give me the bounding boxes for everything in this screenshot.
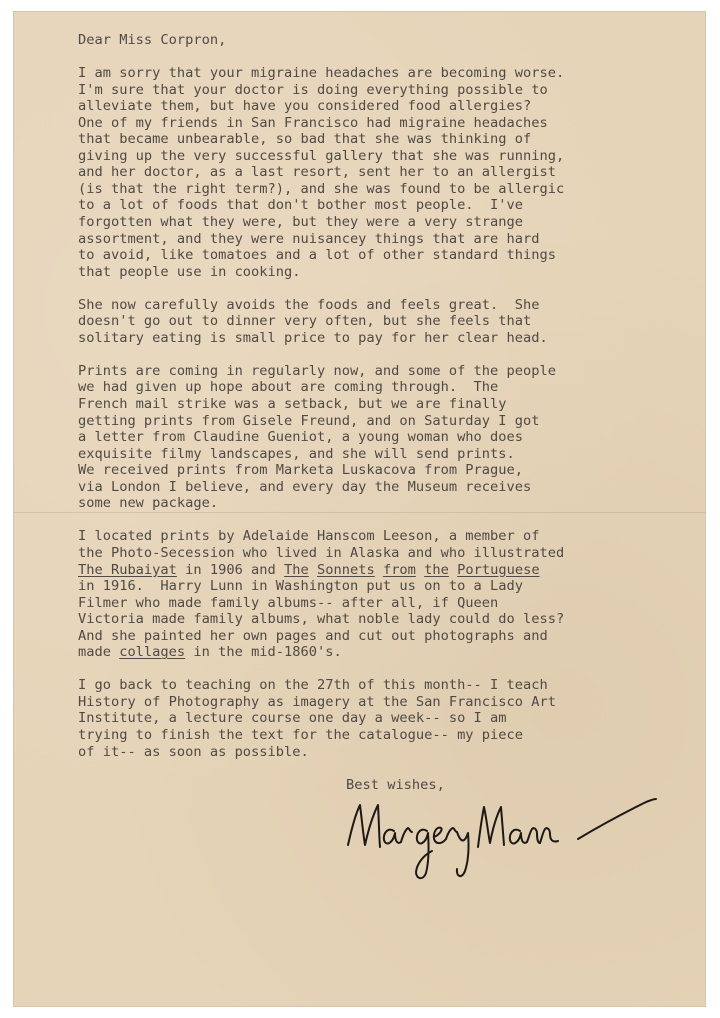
text-line: French mail strike was a setback, but we are finally [78,396,507,413]
underlined-word: Sonnets [317,561,375,578]
text-line: that became unbearable, so bad that she was thinking of [78,131,532,148]
text-line: Institute, a lecture course one day a week-- so I am [78,710,507,727]
text-line: giving up the very successful gallery that she was running, [78,147,565,164]
text-line: Victoria made family albums, what noble lady could do less? [78,611,565,628]
text-line: we had given up hope about are coming through. The [78,379,499,396]
text-line-with-titles: The Rubaiyat in 1906 and The Sonnets from the Portuguese [78,561,540,578]
text-line: alleviate them, but have you considered food allergies? [78,98,532,115]
text-line: (is that the right term?), and she was found to be allergic [78,180,565,197]
text-line: in 1916. Harry Lunn in Washington put us on to a Lady [78,578,523,595]
text-line: getting prints from Gisele Freund, and on Saturday I got [78,412,540,429]
underlined-word: from [382,561,416,578]
text-line: One of my friends in San Francisco had migraine headaches [78,114,548,131]
text-line: Prints are coming in regularly now, and some of the people [78,362,556,379]
text-line: the Photo-Secession who lived in Alaska and who illustrated [78,544,565,561]
underlined-word: The [284,561,309,578]
underlined-word: collages [119,644,186,661]
text-line: exquisite filmy landscapes, and she will send prints. [78,445,515,462]
text-line: She now carefully avoids the foods and feels great. She [78,296,540,313]
text-line: assortment, and they were nuisancey things that are hard [78,230,540,247]
paragraph-3 [78,363,564,512]
underlined-word: the [424,561,449,578]
text-line: History of Photography as imagery at the San Francisco Art [78,693,556,710]
text-line: trying to finish the text for the catalogue-- my piece [78,726,523,743]
text-line: to a lot of foods that don't bother most people. I've [78,197,523,214]
text-line: And she painted her own pages and cut out photographs and [78,627,548,644]
text-line: forgotten what they were, but they were a very strange [78,214,523,231]
paragraph-5 [78,677,564,760]
letter-sheet [14,12,705,1006]
text-line: to avoid, like tomatoes and a lot of other standard things [78,247,556,264]
text-line: via London I believe, and every day the Museum receives [78,478,532,495]
text-line: I go back to teaching on the 27th of this month-- I teach [78,677,548,694]
text-line: doesn't go out to dinner very often, but she feels that [78,313,532,330]
text-line: I located prints by Adelaide Hanscom Leeson, a member of [78,528,540,545]
text-line: solitary eating is small price to pay for her clear head. [78,329,548,346]
text-line: a letter from Claudine Gueniot, a young woman who does [78,429,523,446]
text-line: I'm sure that your doctor is doing everything possible to [78,81,548,98]
closing: Best wishes, [346,776,445,793]
salutation: Dear Miss Corpron, [78,32,227,48]
text-line: that people use in cooking. [78,263,301,280]
underlined-title: The Rubaiyat [78,561,177,578]
paragraph-4 [78,528,564,660]
text-line: We received prints from Marketa Luskacova from Prague, [78,462,523,479]
paragraph-1 [78,65,564,280]
paragraph-2 [78,297,564,347]
text-line: made collages in the mid-1860's. [78,644,342,661]
text-line: I am sorry that your migraine headaches are becoming worse. [78,65,565,82]
text-line: some new package. [78,495,219,512]
text-line: of it-- as soon as possible. [78,743,309,760]
text-line: and her doctor, as a last resort, sent her to an allergist [78,164,556,181]
letter-body [78,32,564,793]
handwritten-signature [344,787,664,887]
text-line: Filmer who made family albums-- after all, if Queen [78,594,499,611]
underlined-word: Portuguese [457,561,540,578]
